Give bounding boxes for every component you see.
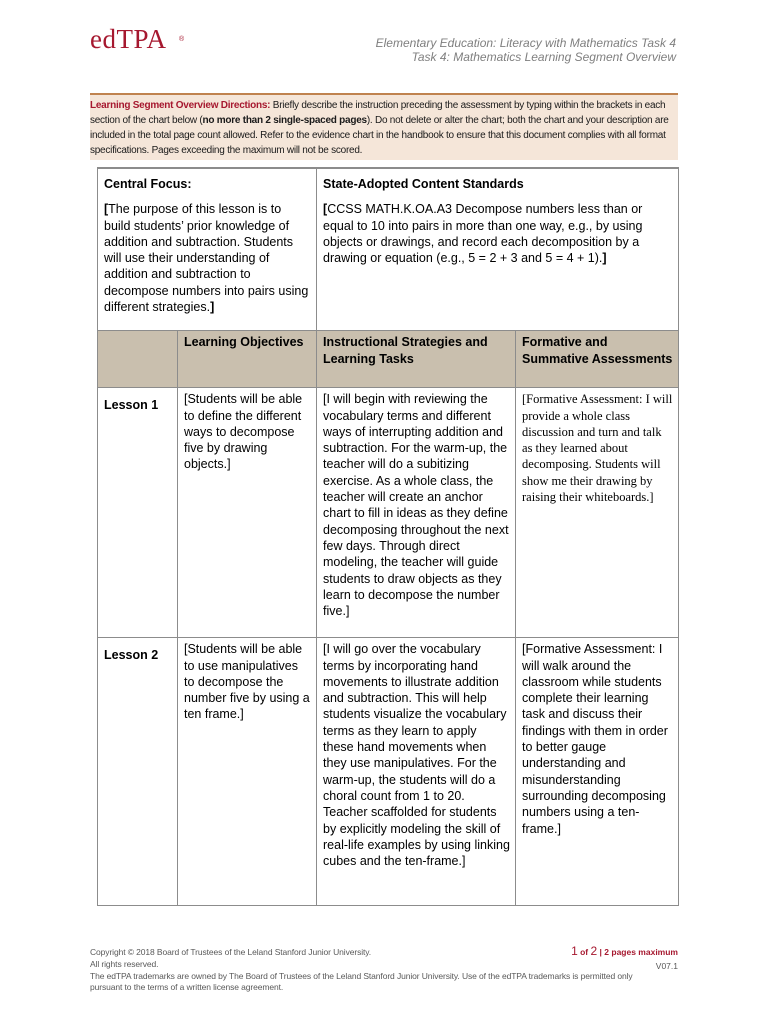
page-total: 2 <box>590 944 598 958</box>
lesson-row-1 <box>98 388 679 638</box>
edtpa-logo: edTPA <box>90 24 167 54</box>
directions-bold: no more than 2 single-spaced pages <box>202 115 367 126</box>
central-focus-cell[interactable]: [The purpose of this lesson is to build students’ prior knowledge of addition and subtraction. Students will use their understanding of addition and subtraction to decompose numbers into pairs using different strategies.] <box>98 198 317 331</box>
empty-header-cell <box>98 331 178 388</box>
lesson-label: Lesson 1 <box>98 388 178 638</box>
standards-label: State-Adopted Content Standards <box>317 168 679 198</box>
lesson-label: Lesson 2 <box>98 638 178 906</box>
directions-text-b: ). Do not delete or alter the chart; both the chart and your description are included in the total page count allowed. Refer to the evidence chart in the handbook to ensure that this document complies with all format specifications. Pages exceeding the maximum will not be scored. <box>90 115 669 156</box>
page-current: 1 <box>571 944 578 958</box>
standards-text: CCSS MATH.K.OA.A3 Decompose numbers less than or equal to 10 into pairs in more than one way, e.g., by using objects or drawings, and record each decomposition by a drawing or equation (e.g., 5 = 2 + 3 and 5 = 4 + 1). <box>323 202 643 266</box>
registered-mark: ® <box>179 36 185 43</box>
lesson-strategy[interactable]: [I will go over the vocabulary terms by incorporating hand movements to illustrate addition and subtraction. This will help students visualize the vocabulary terms as they learn to apply these hand movements when they use manipulatives. For the warm-up, the students will do a choral count from 1 to 20. Teacher scaffolded for students by explicitly modeling the skill of real-life examples by using linking cubes and the ten-frame.] <box>317 638 516 906</box>
lesson-objective[interactable]: [Students will be able to define the different ways to decompose five by drawing objects.] <box>178 388 317 638</box>
standards-cell[interactable]: [CCSS MATH.K.OA.A3 Decompose numbers less than or equal to 10 into pairs in more than one way, e.g., by using objects or drawings, and record each decomposition by a drawing or equation (e.g., 5 = 2 + 3 and 5 = 4 + 1).] <box>317 198 679 331</box>
directions-label: Learning Segment Overview Directions: <box>90 100 271 111</box>
version: V07.1 <box>655 961 678 971</box>
footer-rights: All rights reserved. <box>90 958 159 969</box>
focus-content-row <box>98 198 679 331</box>
directions-box <box>90 93 678 160</box>
column-header-row <box>98 331 679 388</box>
lesson-row-2 <box>98 638 679 906</box>
lesson-strategy[interactable]: [I will begin with reviewing the vocabulary terms and different ways of interrupting addition and subtraction. For the warm-up, the teacher will do a subitizing exercise. As a whole class, the teacher will create an anchor chart to fill in ideas as they define decomposing throughout the next few days. Through direct modeling, the teacher will guide students to draw objects as they learn to decompose the number five.] <box>317 388 516 638</box>
assessments-header: Formative and Summative Assessments <box>516 331 679 388</box>
objectives-header: Learning Objectives <box>178 331 317 388</box>
header-title-line2: Task 4: Mathematics Learning Segment Overview <box>411 50 676 64</box>
header-title-line1: Elementary Education: Literacy with Mathematics Task 4 <box>375 36 676 50</box>
strategies-header: Instructional Strategies and Learning Tasks <box>317 331 516 388</box>
lesson-objective[interactable]: [Students will be able to use manipulatives to decompose the number five by using a ten frame.] <box>178 638 317 906</box>
directions-text-a: Briefly describe the instruction preceding the assessment by typing within the brackets in each section of the chart below ( <box>90 100 666 126</box>
central-focus-label: Central Focus: <box>98 168 317 198</box>
footer-trademark: The edTPA trademarks are owned by The Board of Trustees of the Leland Stanford Junior University. Use of the edTPA trademarks is permitted only pursuant to the terms of a written license agreement. <box>90 970 633 993</box>
document-header <box>376 36 676 64</box>
lesson-assessment[interactable]: [Formative Assessment: I will walk around the classroom while students complete their learning task and discuss their findings with them in order to better gauge understanding and misunderstanding surrounding decomposing numbers using a ten-frame.] <box>516 638 679 906</box>
page-of: of <box>577 947 591 957</box>
lesson-assessment[interactable]: [Formative Assessment: I will provide a whole class discussion and turn and talk as they learned about decomposing. Students will show me their drawing by raising their whiteboards.] <box>516 388 679 638</box>
central-focus-text: The purpose of this lesson is to build students’ prior knowledge of addition and subtraction. Students will use their understanding of addition and subtraction to decompose numbers into pairs using different strategies. <box>104 202 309 315</box>
page-info <box>571 944 678 973</box>
learning-segment-table <box>97 167 679 906</box>
page-count <box>571 944 678 959</box>
footer-copyright: Copyright © 2018 Board of Trustees of the Leland Stanford Junior University. <box>90 947 372 957</box>
page-max: | 2 pages maximum <box>597 947 678 957</box>
focus-header-row <box>98 168 679 198</box>
